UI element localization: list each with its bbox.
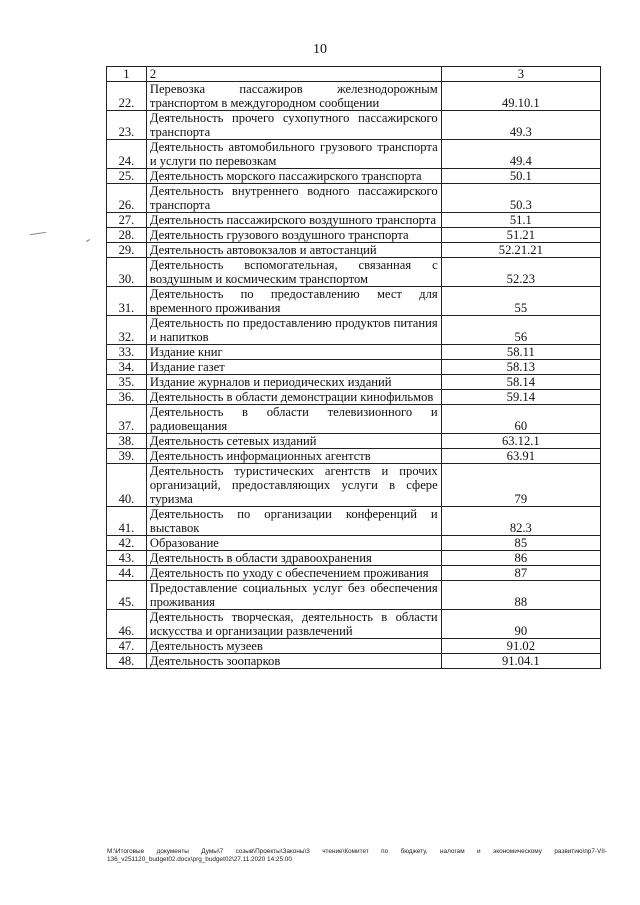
activity-code-cell: 87	[441, 566, 600, 581]
row-number-cell: 23.	[107, 111, 147, 140]
row-number-cell: 44.	[107, 566, 147, 581]
row-number-cell: 35.	[107, 375, 147, 390]
activity-code-cell: 86	[441, 551, 600, 566]
row-number-cell: 27.	[107, 213, 147, 228]
activity-name-cell: Издание книг	[146, 345, 441, 360]
row-number-cell: 33.	[107, 345, 147, 360]
table-row	[107, 258, 601, 287]
activity-name-cell: Деятельность пассажирского воздушного транспорта	[146, 213, 441, 228]
row-number-cell: 41.	[107, 507, 147, 536]
activity-name-cell: Деятельность творческая, деятельность в области искусства и организации развлечений	[146, 610, 441, 639]
activity-name-cell: Деятельность автомобильного грузового транспорта и услуги по перевозкам	[146, 140, 441, 169]
page-number: 10	[313, 42, 327, 57]
activity-name-cell: Деятельность в области демонстрации кинофильмов	[146, 390, 441, 405]
row-number-cell: 22.	[107, 82, 147, 111]
table-row	[107, 610, 601, 639]
activity-code-cell: 79	[441, 464, 600, 507]
table-row	[107, 507, 601, 536]
activity-code-cell: 82.3	[441, 507, 600, 536]
activity-name-cell: Издание газет	[146, 360, 441, 375]
row-number-cell: 25.	[107, 169, 147, 184]
activity-name-cell: Деятельность музеев	[146, 639, 441, 654]
activity-code-cell: 63.12.1	[441, 434, 600, 449]
row-number-cell: 45.	[107, 581, 147, 610]
margin-mark	[30, 232, 46, 235]
activity-name-cell: Предоставление социальных услуг без обеспечения проживания	[146, 581, 441, 610]
header-cell-2: 2	[146, 67, 441, 82]
table-row	[107, 581, 601, 610]
activity-name-cell: Деятельность в области телевизионного и радиовещания	[146, 405, 441, 434]
table-row	[107, 360, 601, 375]
row-number-cell: 38.	[107, 434, 147, 449]
activity-code-cell: 51.21	[441, 228, 600, 243]
table-row	[107, 639, 601, 654]
activity-code-cell: 50.1	[441, 169, 600, 184]
activity-name-cell: Деятельность сетевых изданий	[146, 434, 441, 449]
activity-name-cell: Деятельность автовокзалов и автостанций	[146, 243, 441, 258]
table-row	[107, 390, 601, 405]
row-number-cell: 31.	[107, 287, 147, 316]
activity-code-cell: 50.3	[441, 184, 600, 213]
activity-code-cell: 63.91	[441, 449, 600, 464]
row-number-cell: 47.	[107, 639, 147, 654]
activity-name-cell: Издание журналов и периодических изданий	[146, 375, 441, 390]
file-path-footer: M:\Итоговые документы Думы\7 созыв\Проекты\Законы\3 чтение\Комитет по бюджету, налогам и экономическому развитию\пр7-VII-136_v251120_budget02.docx\prg_budget02\27.11.2020 14:25:00	[107, 848, 607, 863]
activity-code-cell: 88	[441, 581, 600, 610]
activity-code-cell: 49.3	[441, 111, 600, 140]
row-number-cell: 28.	[107, 228, 147, 243]
row-number-cell: 34.	[107, 360, 147, 375]
activity-code-cell: 58.13	[441, 360, 600, 375]
row-number-cell: 43.	[107, 551, 147, 566]
row-number-cell: 29.	[107, 243, 147, 258]
table-row	[107, 536, 601, 551]
activity-name-cell: Образование	[146, 536, 441, 551]
table-row	[107, 140, 601, 169]
table-row	[107, 111, 601, 140]
activity-code-cell: 91.02	[441, 639, 600, 654]
activity-name-cell: Перевозка пассажиров железнодорожным транспортом в междугородном сообщении	[146, 82, 441, 111]
activity-name-cell: Деятельность в области здравоохранения	[146, 551, 441, 566]
activity-code-cell: 52.21.21	[441, 243, 600, 258]
row-number-cell: 46.	[107, 610, 147, 639]
table-row	[107, 434, 601, 449]
activity-code-cell: 55	[441, 287, 600, 316]
table-row	[107, 464, 601, 507]
table-row	[107, 213, 601, 228]
activity-code-cell: 85	[441, 536, 600, 551]
table-row	[107, 82, 601, 111]
row-number-cell: 24.	[107, 140, 147, 169]
activity-code-cell: 59.14	[441, 390, 600, 405]
activity-code-cell: 49.10.1	[441, 82, 600, 111]
table-row	[107, 405, 601, 434]
header-cell-3: 3	[441, 67, 600, 82]
activity-name-cell: Деятельность по предоставлению мест для временного проживания	[146, 287, 441, 316]
activity-code-cell: 91.04.1	[441, 654, 600, 669]
table-row	[107, 169, 601, 184]
header-cell-1: 1	[107, 67, 147, 82]
activity-name-cell: Деятельность туристических агентств и прочих организаций, предоставляющих услуги в сфере туризма	[146, 464, 441, 507]
activity-table	[106, 66, 601, 669]
activity-code-cell: 52.23	[441, 258, 600, 287]
activity-name-cell: Деятельность по уходу с обеспечением проживания	[146, 566, 441, 581]
row-number-cell: 40.	[107, 464, 147, 507]
activity-name-cell: Деятельность по предоставлению продуктов питания и напитков	[146, 316, 441, 345]
row-number-cell: 37.	[107, 405, 147, 434]
table-row	[107, 316, 601, 345]
activity-name-cell: Деятельность прочего сухопутного пассажирского транспорта	[146, 111, 441, 140]
activity-name-cell: Деятельность грузового воздушного транспорта	[146, 228, 441, 243]
table-row	[107, 345, 601, 360]
table-row	[107, 243, 601, 258]
activity-code-cell: 90	[441, 610, 600, 639]
activity-name-cell: Деятельность морского пассажирского транспорта	[146, 169, 441, 184]
row-number-cell: 36.	[107, 390, 147, 405]
activity-name-cell: Деятельность вспомогательная, связанная с воздушным и космическим транспортом	[146, 258, 441, 287]
table-row	[107, 228, 601, 243]
activity-name-cell: Деятельность по организации конференций и выставок	[146, 507, 441, 536]
activity-code-cell: 58.11	[441, 345, 600, 360]
table-row	[107, 566, 601, 581]
row-number-cell: 39.	[107, 449, 147, 464]
activity-code-cell: 51.1	[441, 213, 600, 228]
table-row	[107, 184, 601, 213]
row-number-cell: 42.	[107, 536, 147, 551]
row-number-cell: 32.	[107, 316, 147, 345]
table-row	[107, 654, 601, 669]
activity-code-cell: 49.4	[441, 140, 600, 169]
table-row	[107, 375, 601, 390]
activity-code-cell: 60	[441, 405, 600, 434]
table-header-row	[107, 67, 601, 82]
activity-name-cell: Деятельность информационных агентств	[146, 449, 441, 464]
table-row	[107, 287, 601, 316]
margin-mark	[86, 239, 90, 242]
row-number-cell: 48.	[107, 654, 147, 669]
activity-code-cell: 56	[441, 316, 600, 345]
row-number-cell: 30.	[107, 258, 147, 287]
table-row	[107, 449, 601, 464]
activity-code-cell: 58.14	[441, 375, 600, 390]
activity-name-cell: Деятельность зоопарков	[146, 654, 441, 669]
row-number-cell: 26.	[107, 184, 147, 213]
activity-name-cell: Деятельность внутреннего водного пассажирского транспорта	[146, 184, 441, 213]
table-row	[107, 551, 601, 566]
